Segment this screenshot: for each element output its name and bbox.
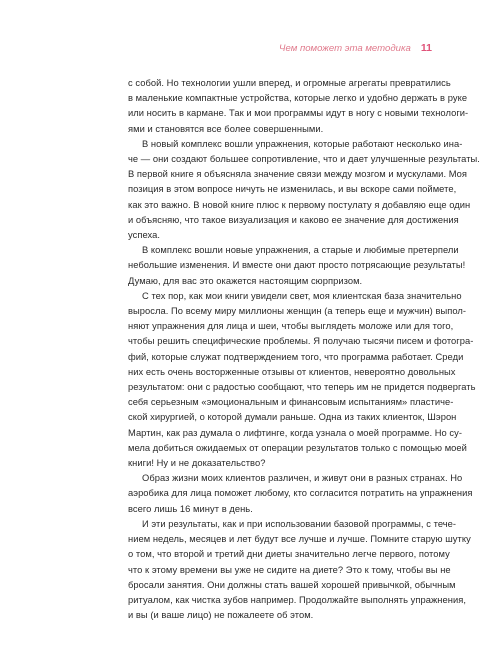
running-header	[279, 42, 432, 54]
text-line: позиция в этом вопросе ничуть не изменилась, и вы вскоре сами поймете,	[128, 184, 457, 195]
text-line: В комплекс вошли новые упражнения, а старые и любимые претерпели	[142, 245, 459, 256]
text-line: мела добиться ожидаемых от операции результатов только с помощью моей	[128, 442, 467, 453]
paragraph	[128, 76, 469, 137]
text-line: о том, что второй и третий дни диеты значительно легче первого, потому	[128, 549, 450, 560]
text-line: С тех пор, как мои книги увидели свет, моя клиентская база значительно	[142, 290, 462, 301]
text-line: небольшие изменения. И вместе они дают просто потрясающие результаты!	[128, 260, 466, 271]
paragraph	[128, 471, 473, 517]
body-text	[128, 76, 480, 623]
text-line: в маленькие компактные устройства, которые легко и удобно держать в руке	[128, 93, 468, 104]
text-line: как это важно. В новой книге плюс к первому постулату я добавляю еще один	[128, 199, 471, 210]
text-line: выросла. По всему миру миллионы женщин (а теперь еще и мужчин) выпол-	[128, 306, 467, 317]
text-line: ской хирургией, о которой думали раньше. Одна из таких клиенток, Шэрон	[128, 412, 457, 423]
text-line: фий, которые служат подтверждением того, что программа работает. Среди	[128, 351, 464, 362]
text-line: Образ жизни моих клиентов различен, и живут они в разных странах. Но	[142, 473, 463, 484]
text-line: че — они создают большее сопротивление, что и дает улучшенные результаты.	[128, 154, 480, 165]
text-line: няют упражнения для лица и шеи, чтобы выглядеть моложе или для того,	[128, 321, 454, 332]
text-line: себя серьезным «эмоциональным и финансовым испытаниям» пластиче-	[128, 397, 454, 408]
text-line: нием недель, месяцев и лет будут все лучше и лучше. Помните старую шутку	[128, 534, 471, 545]
chapter-title: Чем поможет эта методика	[279, 43, 411, 54]
text-line: В новый комплекс вошли упражнения, которые работают несколько ина-	[142, 138, 463, 149]
paragraph	[128, 289, 476, 471]
text-line: Мартин, как раз думала о лифтинге, когда узнала о моей программе. Но су-	[128, 427, 463, 438]
text-line: и объясняю, что такое визуализация и каково ее значение для достижения	[128, 214, 459, 225]
text-line: них есть очень восторженные отзывы от клиентов, невероятно довольных	[128, 366, 456, 377]
text-line: результатом: они с радостью сообщают, что теперь им не придется подвергать	[128, 382, 476, 393]
text-line: книги! Ну и не доказательство?	[128, 458, 266, 469]
text-line: успеха.	[128, 230, 160, 241]
paragraph	[128, 137, 480, 243]
text-line: что к этому времени вы уже не сидите на диете? Это к тому, чтобы вы не	[128, 564, 451, 575]
text-line: ями и становятся все более совершенными.	[128, 123, 324, 134]
text-line: И эти результаты, как и при использовании базовой программы, с тече-	[142, 518, 457, 529]
text-line: всего лишь 16 минут в день.	[128, 503, 253, 514]
page-number: 11	[420, 42, 432, 54]
text-line: с собой. Но технологии ушли вперед, и огромные агрегаты превратились	[128, 78, 451, 88]
text-line: ритуалом, как чистка зубов например. Продолжайте выполнять упражнения,	[128, 594, 466, 605]
text-line: В первой книге я объясняла значение связи между мозгом и мускулами. Моя	[128, 169, 468, 180]
text-line: и вы (и ваше лицо) не пожалеете об этом.	[128, 610, 314, 621]
text-line: чтобы решить специфические проблемы. Я получаю тысячи писем и фотогра-	[128, 336, 474, 347]
paragraph	[128, 243, 466, 289]
text-line: бросали занятия. Они должны стать вашей хорошей привычкой, обычным	[128, 579, 456, 590]
paragraph	[128, 517, 471, 623]
text-line: Думаю, для вас это окажется настоящим сюрпризом.	[128, 275, 363, 286]
text-line: аэробика для лица поможет любому, кто согласится потратить на упражнения	[128, 488, 473, 499]
text-line: или носить в кармане. Так и мои программы идут в ногу с новыми технологи-	[128, 108, 469, 119]
